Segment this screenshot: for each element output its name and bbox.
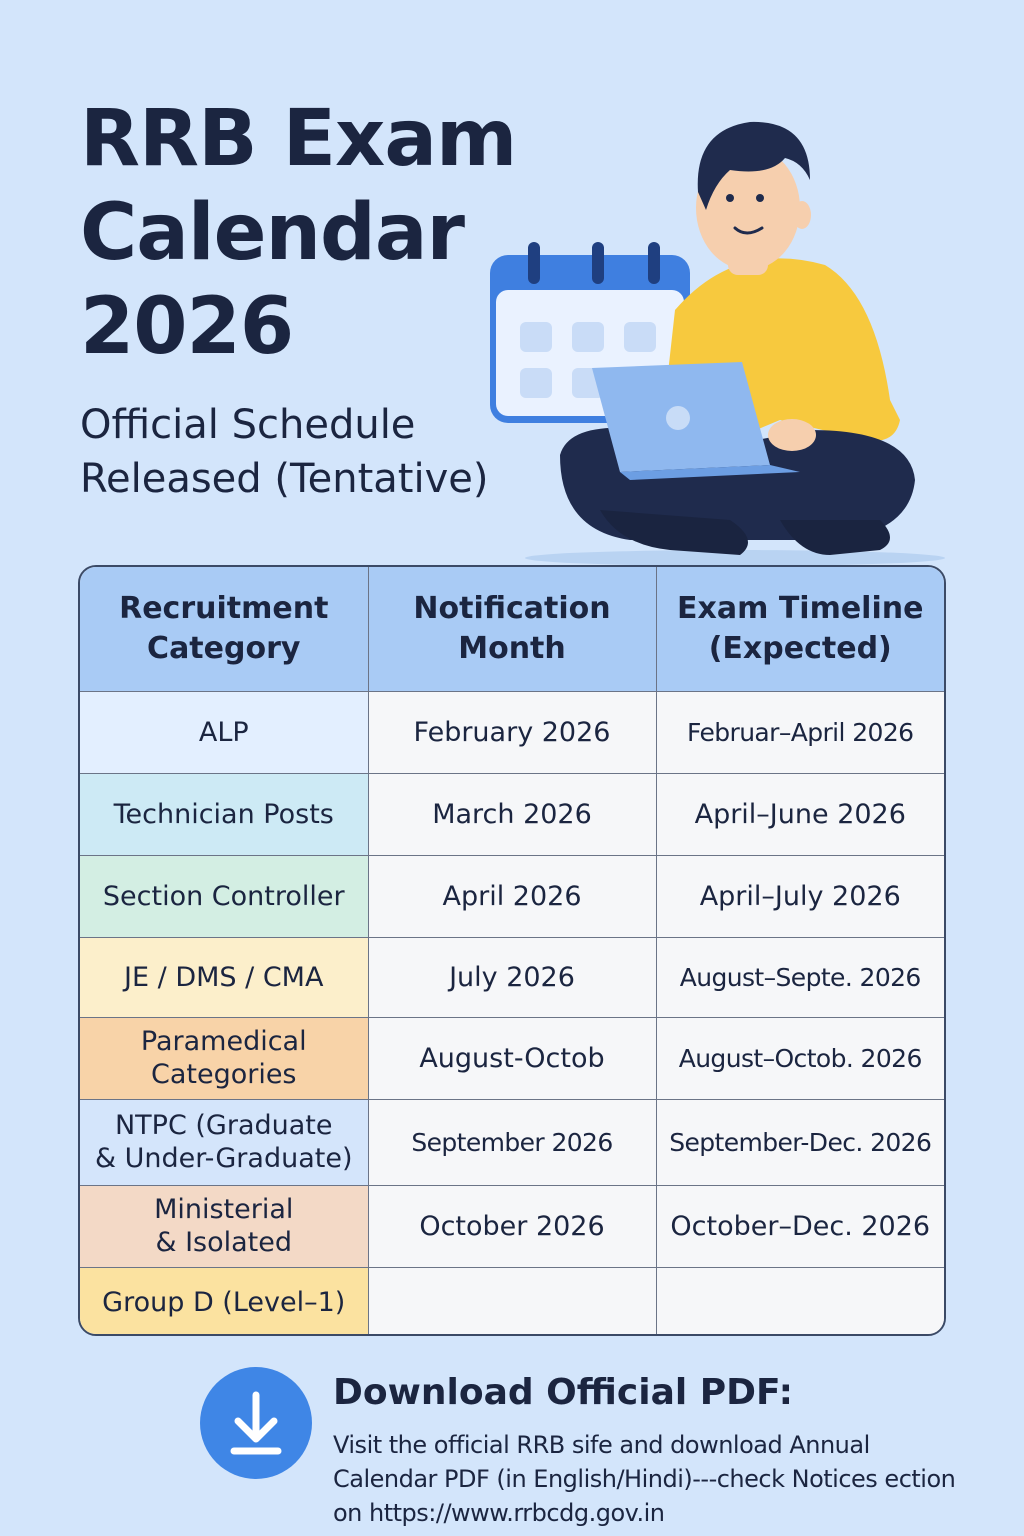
download-instructions (333, 1428, 1013, 1530)
header-recruitment-category (80, 567, 368, 691)
header-exam-timeline (656, 567, 944, 691)
header-text: Notification (413, 590, 611, 626)
category-text: ALP (198, 716, 249, 748)
title-line-2: Calendar (80, 188, 464, 278)
page-title (80, 92, 516, 374)
category-text: JE / DMS / CMA (124, 961, 324, 993)
category-cell (80, 1099, 368, 1185)
table-header-row (80, 567, 944, 691)
page-subtitle (80, 398, 488, 506)
notification-month-cell: February 2026 (368, 691, 656, 773)
header-notification-month (368, 567, 656, 691)
table-row (80, 1099, 944, 1185)
student-laptop-illustration (480, 100, 950, 570)
header-text: Exam Timeline (677, 590, 924, 626)
download-line-2: Calendar PDF (in English/Hindi)---check Notices ection (333, 1465, 956, 1493)
table-row (80, 937, 944, 1017)
header-text: (Expected) (708, 630, 892, 666)
exam-timeline-cell: Februar–April 2026 (656, 691, 944, 773)
notification-month-cell: September 2026 (368, 1099, 656, 1185)
exam-timeline-cell: August–Octob. 2026 (656, 1017, 944, 1099)
category-cell (80, 1185, 368, 1267)
table-row (80, 1267, 944, 1336)
table-row (80, 1185, 944, 1267)
exam-timeline-cell: September-Dec. 2026 (656, 1099, 944, 1185)
download-line-1: Visit the official RRB sife and download Annual (333, 1431, 870, 1459)
header-text: Recruitment (119, 590, 329, 626)
notification-month-cell: March 2026 (368, 773, 656, 855)
exam-timeline-cell: August–Septe. 2026 (656, 937, 944, 1017)
category-cell (80, 1017, 368, 1099)
table-row (80, 1017, 944, 1099)
subtitle-line-1: Official Schedule (80, 402, 416, 448)
exam-timeline-cell: October–Dec. 2026 (656, 1185, 944, 1267)
download-icon[interactable] (200, 1367, 312, 1479)
notification-month-cell: July 2026 (368, 937, 656, 1017)
notification-month-cell: August-Octob (368, 1017, 656, 1099)
category-cell (80, 937, 368, 1017)
table-body (80, 691, 944, 1336)
exam-calendar-table (78, 565, 946, 1336)
notification-month-cell: October 2026 (368, 1185, 656, 1267)
table-row (80, 855, 944, 937)
category-text: & Isolated (155, 1227, 293, 1258)
category-text: Section Controller (102, 880, 345, 912)
category-cell (80, 1267, 368, 1336)
category-cell (80, 691, 368, 773)
title-line-1: RRB Exam (80, 94, 517, 184)
table-row (80, 773, 944, 855)
subtitle-line-2: Released (Tentative) (80, 456, 489, 502)
exam-timeline-cell: April–June 2026 (656, 773, 944, 855)
download-title: Download Official PDF: (333, 1372, 794, 1413)
exam-timeline-cell (656, 1267, 944, 1336)
header-text: Category (147, 630, 301, 666)
notification-month-cell: April 2026 (368, 855, 656, 937)
category-text: Categories (150, 1059, 297, 1090)
download-line-3[interactable]: on https://www.rrbcdg.gov.in (333, 1499, 665, 1527)
exam-timeline-cell: April–July 2026 (656, 855, 944, 937)
category-cell (80, 855, 368, 937)
title-line-3: 2026 (80, 282, 294, 372)
category-text: Group D (Level–1) (102, 1286, 346, 1318)
notification-month-cell (368, 1267, 656, 1336)
category-text: Technician Posts (113, 798, 334, 830)
category-text: NTPC (Graduate (114, 1110, 333, 1141)
category-text: Paramedical (140, 1026, 307, 1057)
header-text: Month (458, 630, 566, 666)
category-text: & Under-Graduate) (95, 1143, 353, 1174)
table-row (80, 691, 944, 773)
category-cell (80, 773, 368, 855)
category-text: Ministerial (154, 1194, 294, 1225)
